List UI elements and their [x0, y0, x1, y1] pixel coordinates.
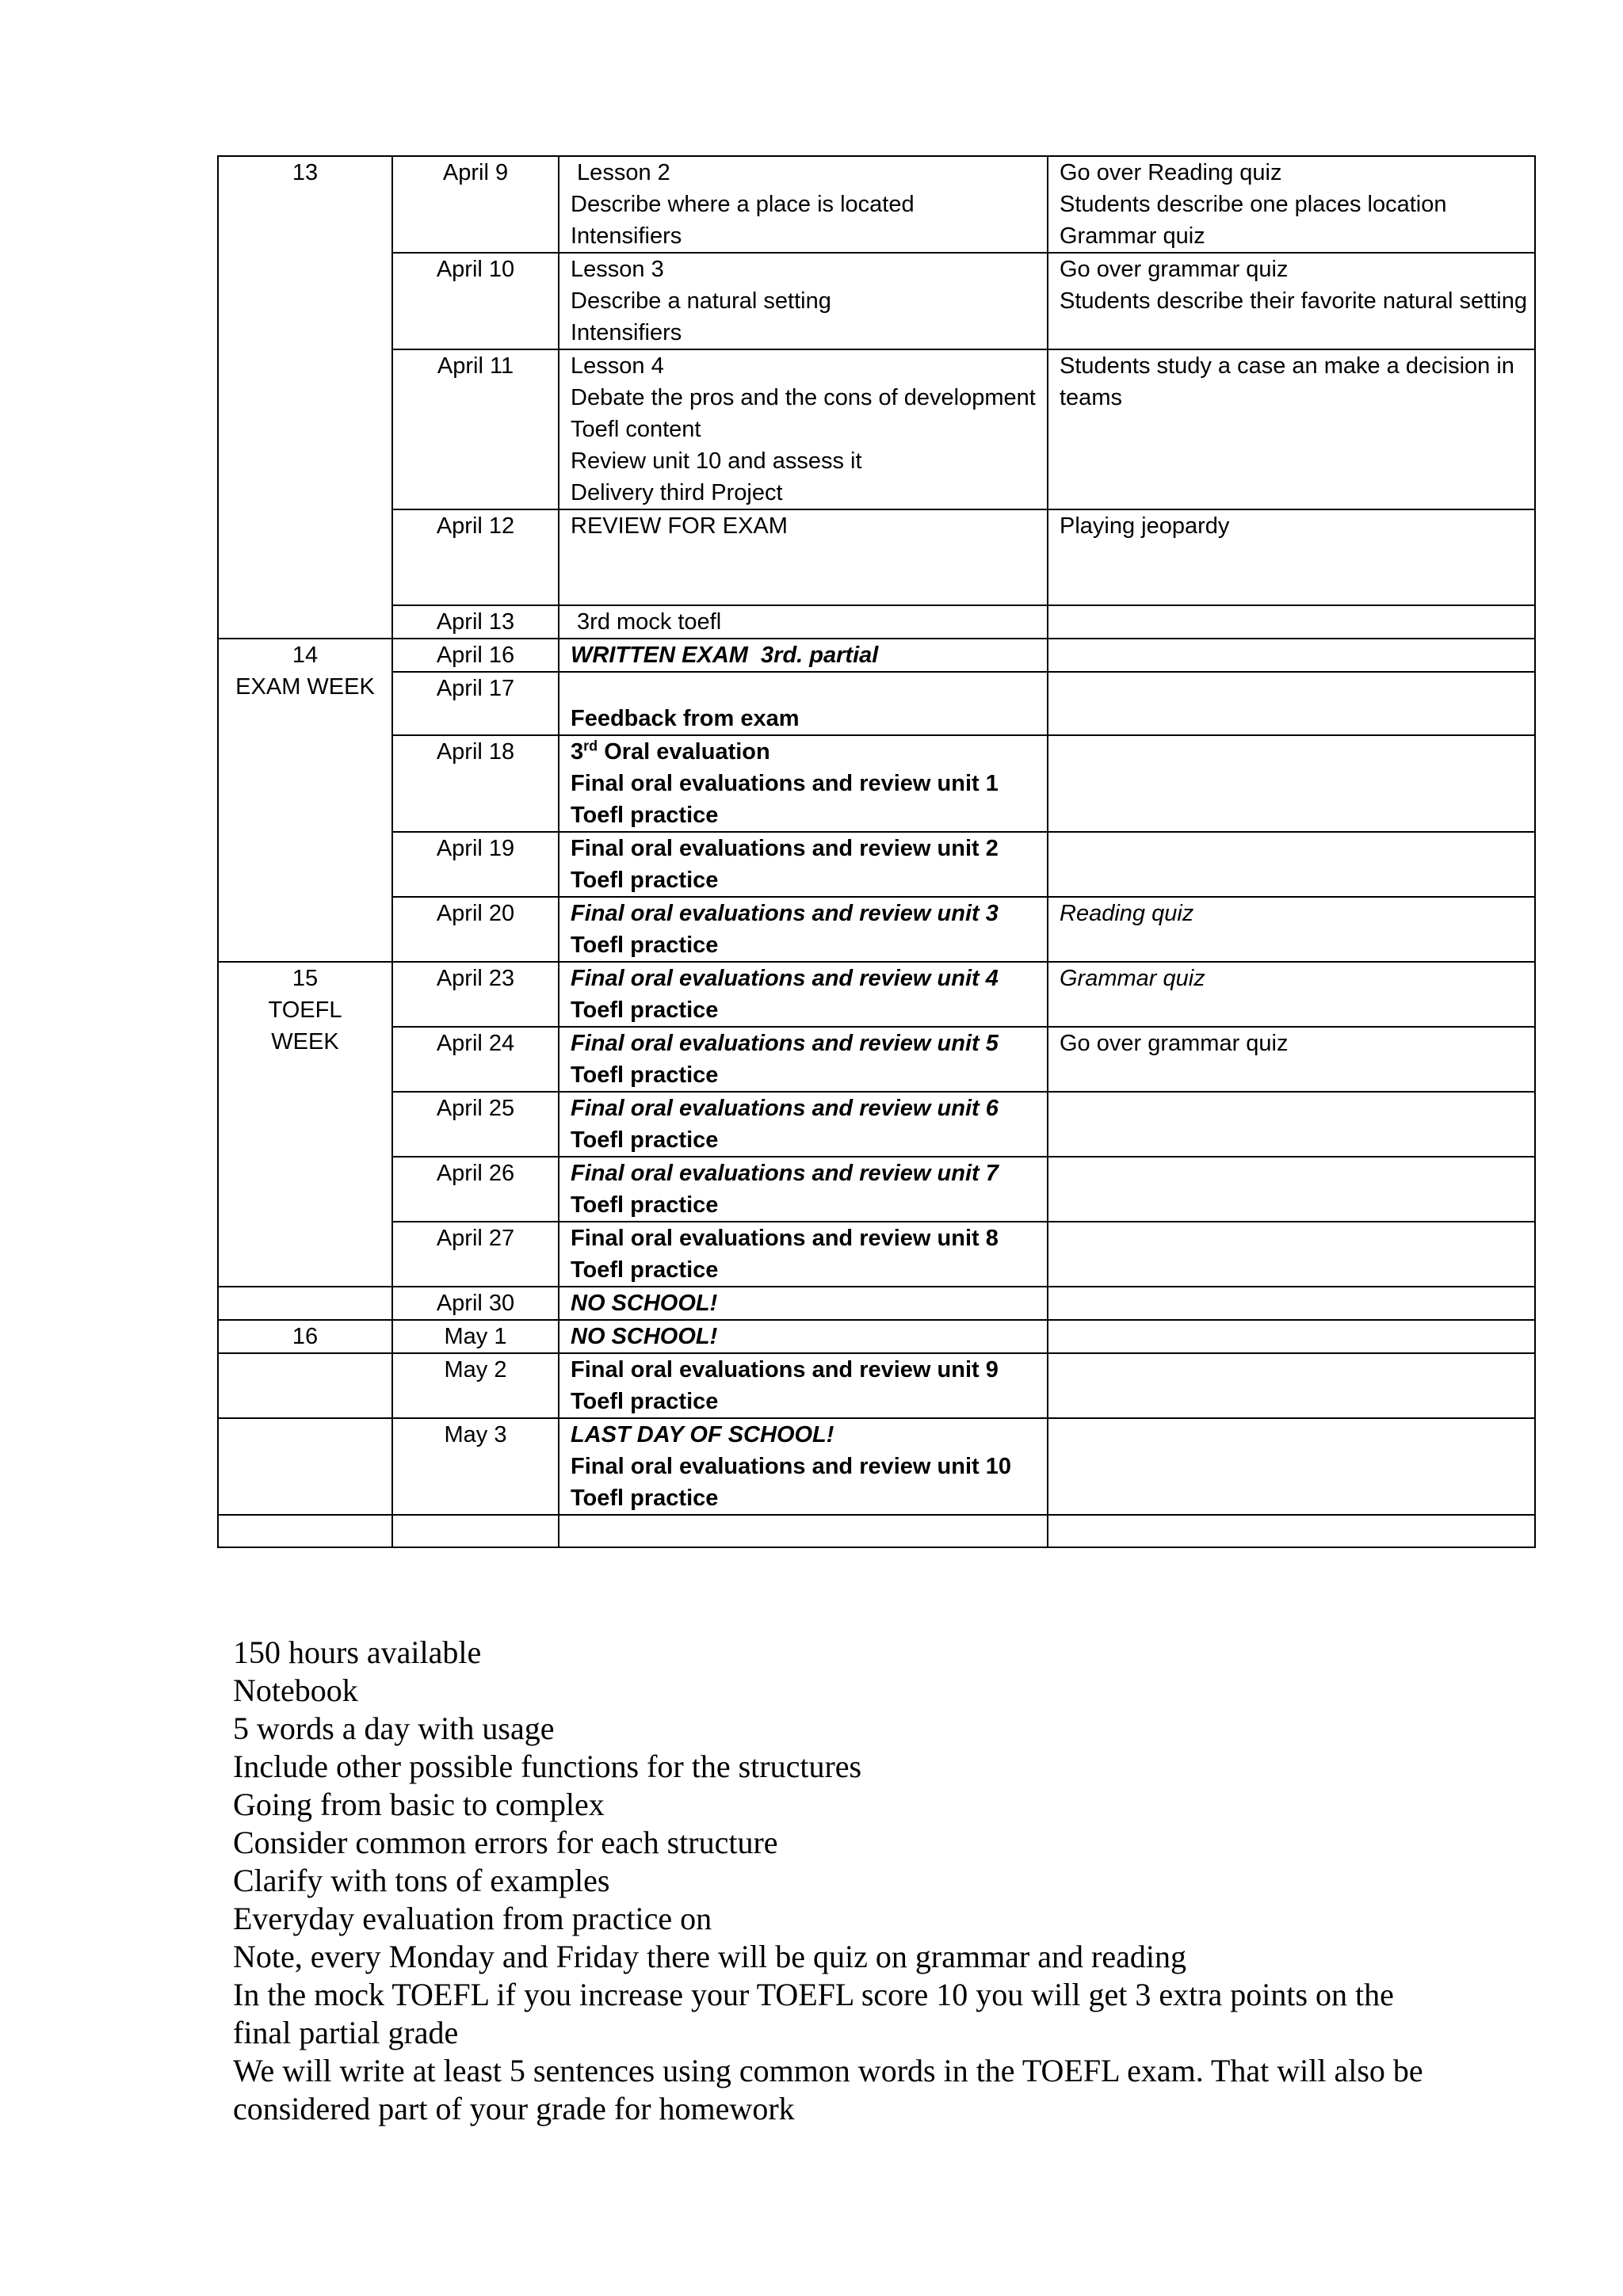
table-row [218, 897, 1535, 962]
note-line: Playing jeopardy [1060, 513, 1230, 539]
activity-line: Intensifiers [571, 320, 682, 345]
date-cell: April 27 [392, 1222, 559, 1287]
activity-line: Final oral evaluations and review unit 10 [571, 1454, 1011, 1479]
week-cell [218, 1320, 392, 1353]
table-row [218, 1353, 1535, 1418]
note-line: Grammar quiz [1060, 966, 1205, 991]
date-cell: April 12 [392, 509, 559, 605]
note-line: Students describe their favorite natural setting [1060, 288, 1527, 314]
notes-cell [1048, 1092, 1535, 1157]
notes-cell [1048, 1320, 1535, 1353]
notes-cell [1048, 605, 1535, 639]
note-line: Go over Reading quiz [1060, 160, 1282, 185]
activity-line: Final oral evaluations and review unit 1 [571, 771, 999, 796]
date-cell: April 19 [392, 832, 559, 897]
week-label: WEEK [271, 1029, 339, 1055]
table-row [218, 832, 1535, 897]
week-number: 13 [292, 160, 319, 185]
activity-cell [559, 1157, 1048, 1222]
date-cell: April 18 [392, 735, 559, 832]
table-row [218, 1222, 1535, 1287]
note-paragraph: 5 words a day with usage [233, 1711, 555, 1746]
week-cell [218, 1353, 392, 1418]
activity-line: Toefl practice [571, 803, 719, 828]
note-line: Reading quiz [1060, 901, 1194, 926]
activity-line: Final oral evaluations and review unit 7 [571, 1161, 999, 1186]
note-line: Students describe one places location [1060, 192, 1447, 217]
date-cell: April 26 [392, 1157, 559, 1222]
activity-line: Final oral evaluations and review unit 6 [571, 1096, 999, 1121]
activity-cell [559, 1320, 1048, 1353]
table-row [218, 349, 1535, 509]
notes-cell [1048, 1027, 1535, 1092]
week-cell [218, 639, 392, 962]
table-row [218, 156, 1535, 253]
activity-cell [559, 605, 1048, 639]
table-row [218, 1515, 1535, 1547]
notes-cell [1048, 349, 1535, 509]
activity-cell [559, 672, 1048, 735]
activity-cell [559, 253, 1048, 349]
note-paragraph: Everyday evaluation from practice on [233, 1901, 712, 1936]
week-label: EXAM WEEK [235, 674, 375, 700]
note-paragraph: Notebook [233, 1672, 358, 1708]
notes-cell [1048, 1287, 1535, 1320]
note-paragraph: Going from basic to complex [233, 1787, 605, 1822]
date-cell [392, 1515, 559, 1547]
activity-cell [559, 1287, 1048, 1320]
date-cell: May 3 [392, 1418, 559, 1515]
activity-line: WRITTEN EXAM 3rd. partial [571, 643, 879, 668]
ordinal-suffix: rd [583, 738, 598, 754]
activity-line: LAST DAY OF SCHOOL! [571, 1422, 834, 1447]
date-cell: April 24 [392, 1027, 559, 1092]
activity-cell [559, 735, 1048, 832]
activity-line: NO SCHOOL! [571, 1324, 718, 1349]
activity-line: Final oral evaluations and review unit 9 [571, 1357, 999, 1383]
week-cell [218, 962, 392, 1287]
activity-line: Final oral evaluations and review unit 4 [571, 966, 999, 991]
table-row [218, 1287, 1535, 1320]
activity-line: Toefl practice [571, 1062, 719, 1088]
notes-cell [1048, 639, 1535, 672]
note-line: Students study a case an make a decision in teams [1060, 353, 1514, 410]
activity-cell [559, 349, 1048, 509]
date-cell: April 20 [392, 897, 559, 962]
activity-cell [559, 962, 1048, 1027]
date-cell: April 11 [392, 349, 559, 509]
table-row [218, 962, 1535, 1027]
date-cell: April 13 [392, 605, 559, 639]
table-row [218, 1092, 1535, 1157]
week-cell [218, 1515, 392, 1547]
activity-cell [559, 156, 1048, 253]
activity-line: Final oral evaluations and review unit 3 [571, 901, 999, 926]
notes-cell [1048, 1418, 1535, 1515]
date-cell: April 10 [392, 253, 559, 349]
table-row [218, 253, 1535, 349]
schedule-table [217, 155, 1536, 1548]
note-paragraph: 150 hours available [233, 1634, 482, 1670]
activity-line: Review unit 10 and assess it [571, 448, 862, 474]
table-row [218, 735, 1535, 832]
table-row [218, 605, 1535, 639]
note-paragraph: final partial grade [233, 2015, 459, 2050]
activity-cell [559, 1353, 1048, 1418]
activity-line: Lesson 2 [571, 160, 670, 185]
table-row [218, 639, 1535, 672]
notes-cell [1048, 735, 1535, 832]
notes-cell [1048, 509, 1535, 605]
date-cell: April 9 [392, 156, 559, 253]
note-paragraph: Include other possible functions for the structures [233, 1749, 862, 1784]
activity-cell [559, 1027, 1048, 1092]
activity-line: Toefl content [571, 417, 701, 442]
notes-cell [1048, 897, 1535, 962]
activity-line: Debate the pros and the cons of development [571, 385, 1036, 410]
activity-line: Describe where a place is located [571, 192, 915, 217]
date-cell: May 1 [392, 1320, 559, 1353]
note-line: Grammar quiz [1060, 223, 1205, 249]
week-number: 15 [292, 966, 319, 991]
activity-line: Lesson 3 [571, 257, 664, 282]
activity-line: Toefl practice [571, 1192, 719, 1218]
week-number: 14 [292, 643, 319, 668]
ordinal-text: Oral evaluation [598, 739, 770, 765]
activity-cell [559, 1515, 1048, 1547]
date-cell: May 2 [392, 1353, 559, 1418]
activity-line: Final oral evaluations and review unit 8 [571, 1226, 999, 1251]
activity-line: Toefl practice [571, 1389, 719, 1414]
activity-line: Delivery third Project [571, 480, 783, 505]
activity-line: NO SCHOOL! [571, 1291, 718, 1316]
notes-cell [1048, 253, 1535, 349]
activity-cell [559, 509, 1048, 605]
activity-line: Intensifiers [571, 223, 682, 249]
activity-cell [559, 832, 1048, 897]
date-cell: April 17 [392, 672, 559, 735]
activity-line: Toefl practice [571, 1486, 719, 1511]
notes-cell [1048, 672, 1535, 735]
note-line: Go over grammar quiz [1060, 257, 1289, 282]
notes-cell [1048, 1515, 1535, 1547]
activity-cell [559, 1222, 1048, 1287]
activity-line: Toefl practice [571, 1257, 719, 1283]
notes-cell [1048, 1222, 1535, 1287]
note-paragraph: considered part of your grade for homework [233, 2091, 795, 2126]
table-row [218, 1027, 1535, 1092]
activity-line: Feedback from exam [571, 706, 800, 731]
activity-line: 3rd mock toefl [571, 609, 722, 635]
activity-cell [559, 639, 1048, 672]
table-row [218, 1418, 1535, 1515]
table-row [218, 672, 1535, 735]
note-paragraph: We will write at least 5 sentences using common words in the TOEFL exam. That will also be [233, 2053, 1423, 2088]
activity-line: Final oral evaluations and review unit 2 [571, 836, 999, 861]
week-cell [218, 1418, 392, 1515]
activity-line: REVIEW FOR EXAM [571, 513, 788, 539]
date-cell: April 30 [392, 1287, 559, 1320]
date-cell: April 16 [392, 639, 559, 672]
week-number: 16 [292, 1324, 319, 1349]
activity-cell [559, 897, 1048, 962]
activity-line [571, 736, 1036, 768]
activity-line: Describe a natural setting [571, 288, 831, 314]
ordinal-number: 3 [571, 739, 584, 765]
table-row [218, 1320, 1535, 1353]
notes-cell [1048, 156, 1535, 253]
note-paragraph: Consider common errors for each structure [233, 1825, 778, 1860]
activity-line: Final oral evaluations and review unit 5 [571, 1031, 999, 1056]
date-cell: April 23 [392, 962, 559, 1027]
activity-line: Toefl practice [571, 1127, 719, 1153]
activity-line: Toefl practice [571, 933, 719, 958]
activity-line: Lesson 4 [571, 353, 664, 379]
notes-cell [1048, 1353, 1535, 1418]
note-paragraph: In the mock TOEFL if you increase your TOEFL score 10 you will get 3 extra points on the [233, 1977, 1394, 2012]
notes-cell [1048, 1157, 1535, 1222]
table-row [218, 1157, 1535, 1222]
week-cell [218, 156, 392, 639]
note-paragraph: Clarify with tons of examples [233, 1863, 610, 1898]
note-paragraph: Note, every Monday and Friday there will be quiz on grammar and reading [233, 1939, 1186, 1974]
notes-cell [1048, 962, 1535, 1027]
note-line: Go over grammar quiz [1060, 1031, 1289, 1056]
notes-cell [1048, 832, 1535, 897]
week-cell [218, 1287, 392, 1320]
activity-cell [559, 1418, 1048, 1515]
activity-cell [559, 1092, 1048, 1157]
table-row [218, 509, 1535, 605]
activity-line: Toefl practice [571, 997, 719, 1023]
date-cell: April 25 [392, 1092, 559, 1157]
week-label: TOEFL [268, 997, 342, 1023]
notes-section [233, 1634, 1533, 2128]
activity-line: Toefl practice [571, 868, 719, 893]
